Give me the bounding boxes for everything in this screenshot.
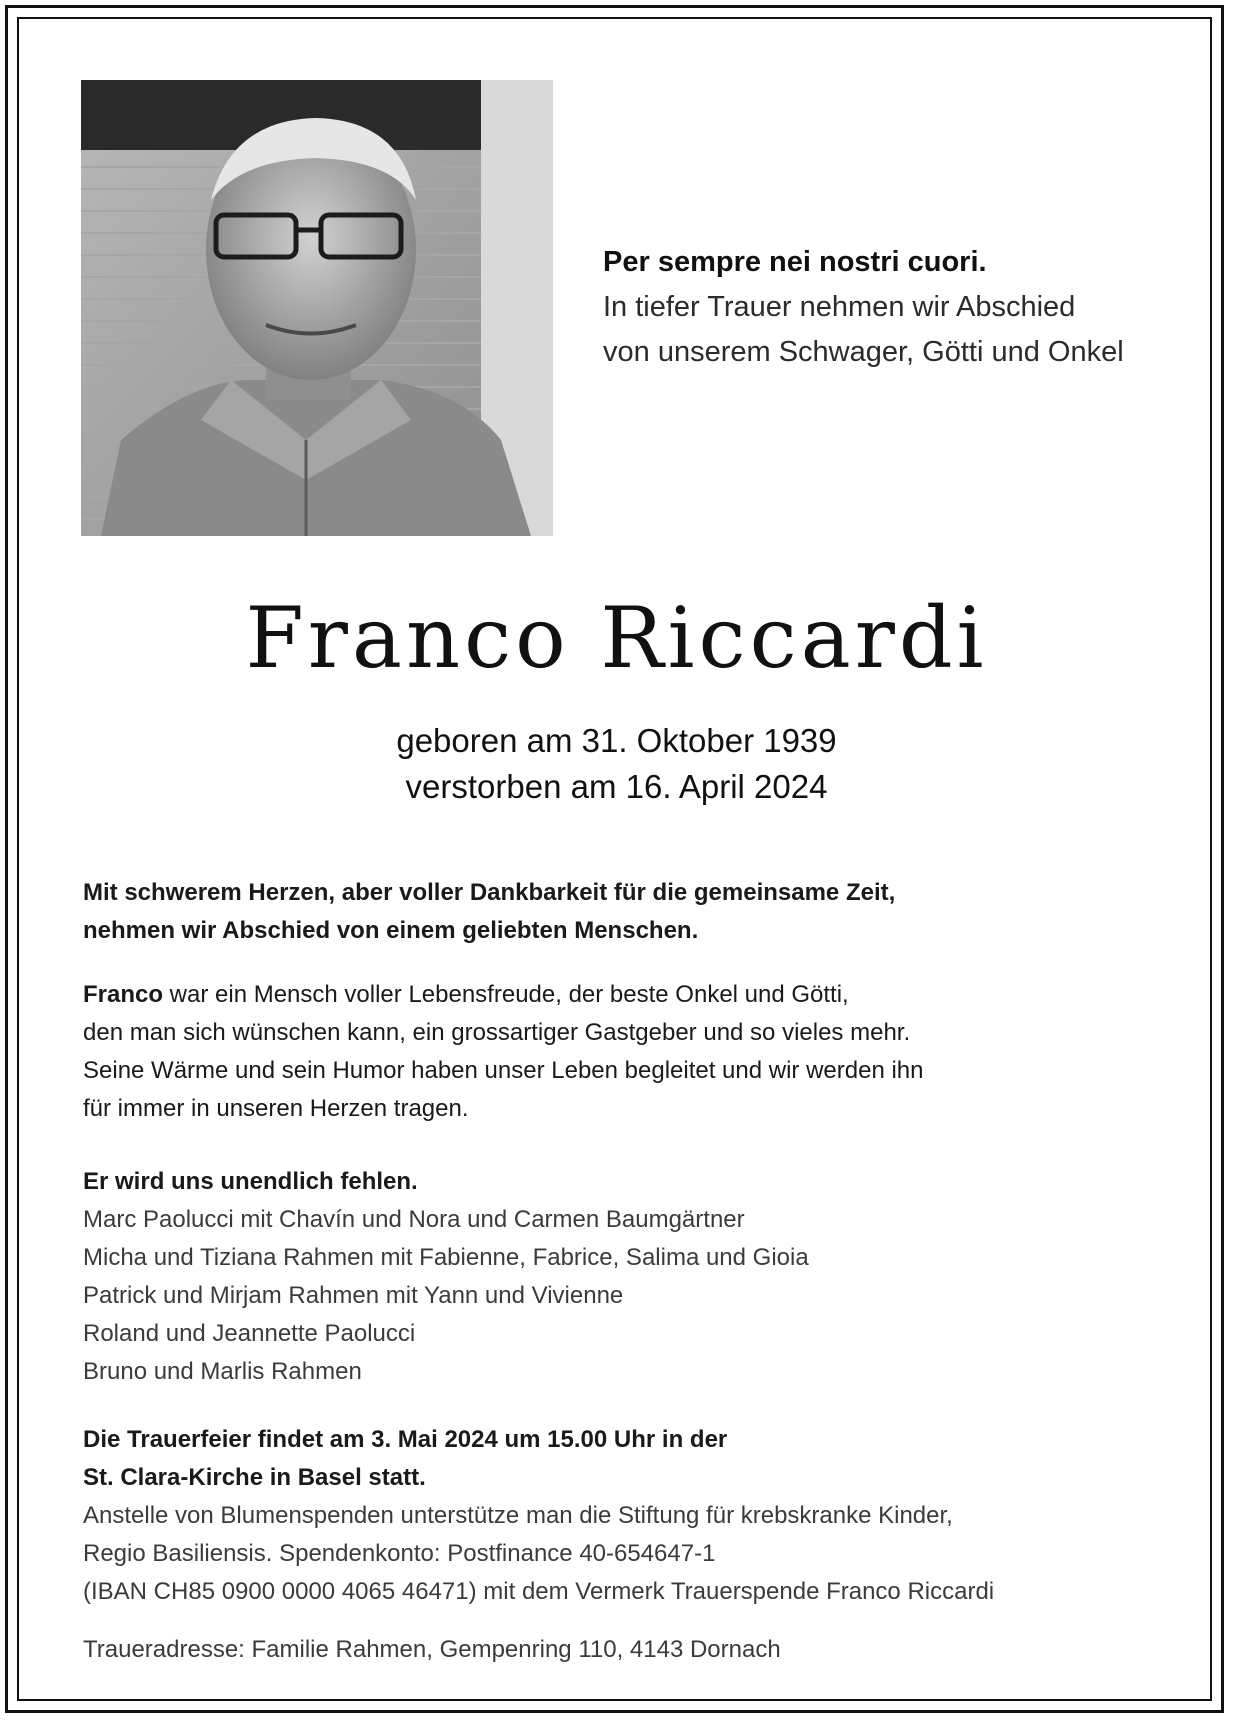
portrait-image [81, 80, 553, 536]
mourner-name: Patrick und Mirjam Rahmen mit Yann und Vivienne [83, 1282, 624, 1309]
intro-line: Mit schwerem Herzen, aber voller Dankbarkeit für die gemeinsame Zeit, [83, 879, 896, 906]
life-dates [0, 718, 1233, 810]
tribute-paragraph [83, 976, 1183, 1128]
mourners-block [83, 1163, 1183, 1391]
donation-line: (IBAN CH85 0900 0000 4065 46471) mit dem Vermerk Trauerspende Franco Riccardi [83, 1578, 995, 1605]
mourner-name: Roland und Jeannette Paolucci [83, 1320, 416, 1347]
donation-line: Anstelle von Blumenspenden unterstütze man die Stiftung für krebskranke Kinder, [83, 1502, 953, 1529]
mourner-name: Micha und Tiziana Rahmen mit Fabienne, Fabrice, Salima und Gioia [83, 1244, 809, 1271]
ceremony-line: Die Trauerfeier findet am 3. Mai 2024 um 15.00 Uhr in der [83, 1426, 728, 1453]
motto-line: In tiefer Trauer nehmen wir Abschied [603, 291, 1076, 323]
mourner-name: Bruno und Marlis Rahmen [83, 1358, 362, 1385]
tribute-line-rest: war ein Mensch voller Lebensfreude, der beste Onkel und Götti, [163, 981, 849, 1008]
ceremony-line: St. Clara-Kirche in Basel statt. [83, 1464, 426, 1491]
birth-date: geboren am 31. Oktober 1939 [396, 722, 837, 759]
tribute-line: den man sich wünschen kann, ein grossartiger Gastgeber und so vieles mehr. [83, 1019, 911, 1046]
tribute-line [83, 976, 1183, 1014]
intro-line: nehmen wir Abschied von einem geliebten Menschen. [83, 917, 699, 944]
tribute-first-name: Franco [83, 981, 164, 1008]
tribute-line: für immer in unseren Herzen tragen. [83, 1095, 469, 1122]
ceremony-block [83, 1421, 1183, 1611]
motto-line: von unserem Schwager, Götti und Onkel [603, 336, 1124, 368]
tribute-line: Seine Wärme und sein Humor haben unser Leben begleitet und wir werden ihn [83, 1057, 924, 1084]
motto-block [603, 240, 1183, 375]
deceased-name: Franco Riccardi [245, 589, 988, 687]
mourner-name: Marc Paolucci mit Chavín und Nora und Carmen Baumgärtner [83, 1206, 745, 1233]
death-date: verstorben am 16. April 2024 [405, 768, 828, 805]
motto-headline: Per sempre nei nostri cuori. [603, 246, 987, 278]
intro-paragraph [83, 874, 1183, 950]
mourners-heading: Er wird uns unendlich fehlen. [83, 1168, 418, 1195]
portrait-photo [81, 80, 553, 536]
donation-line: Regio Basiliensis. Spendenkonto: Postfinance 40-654647-1 [83, 1540, 716, 1567]
mourning-address: Traueradresse: Familie Rahmen, Gempenring 110, 4143 Dornach [83, 1636, 781, 1663]
